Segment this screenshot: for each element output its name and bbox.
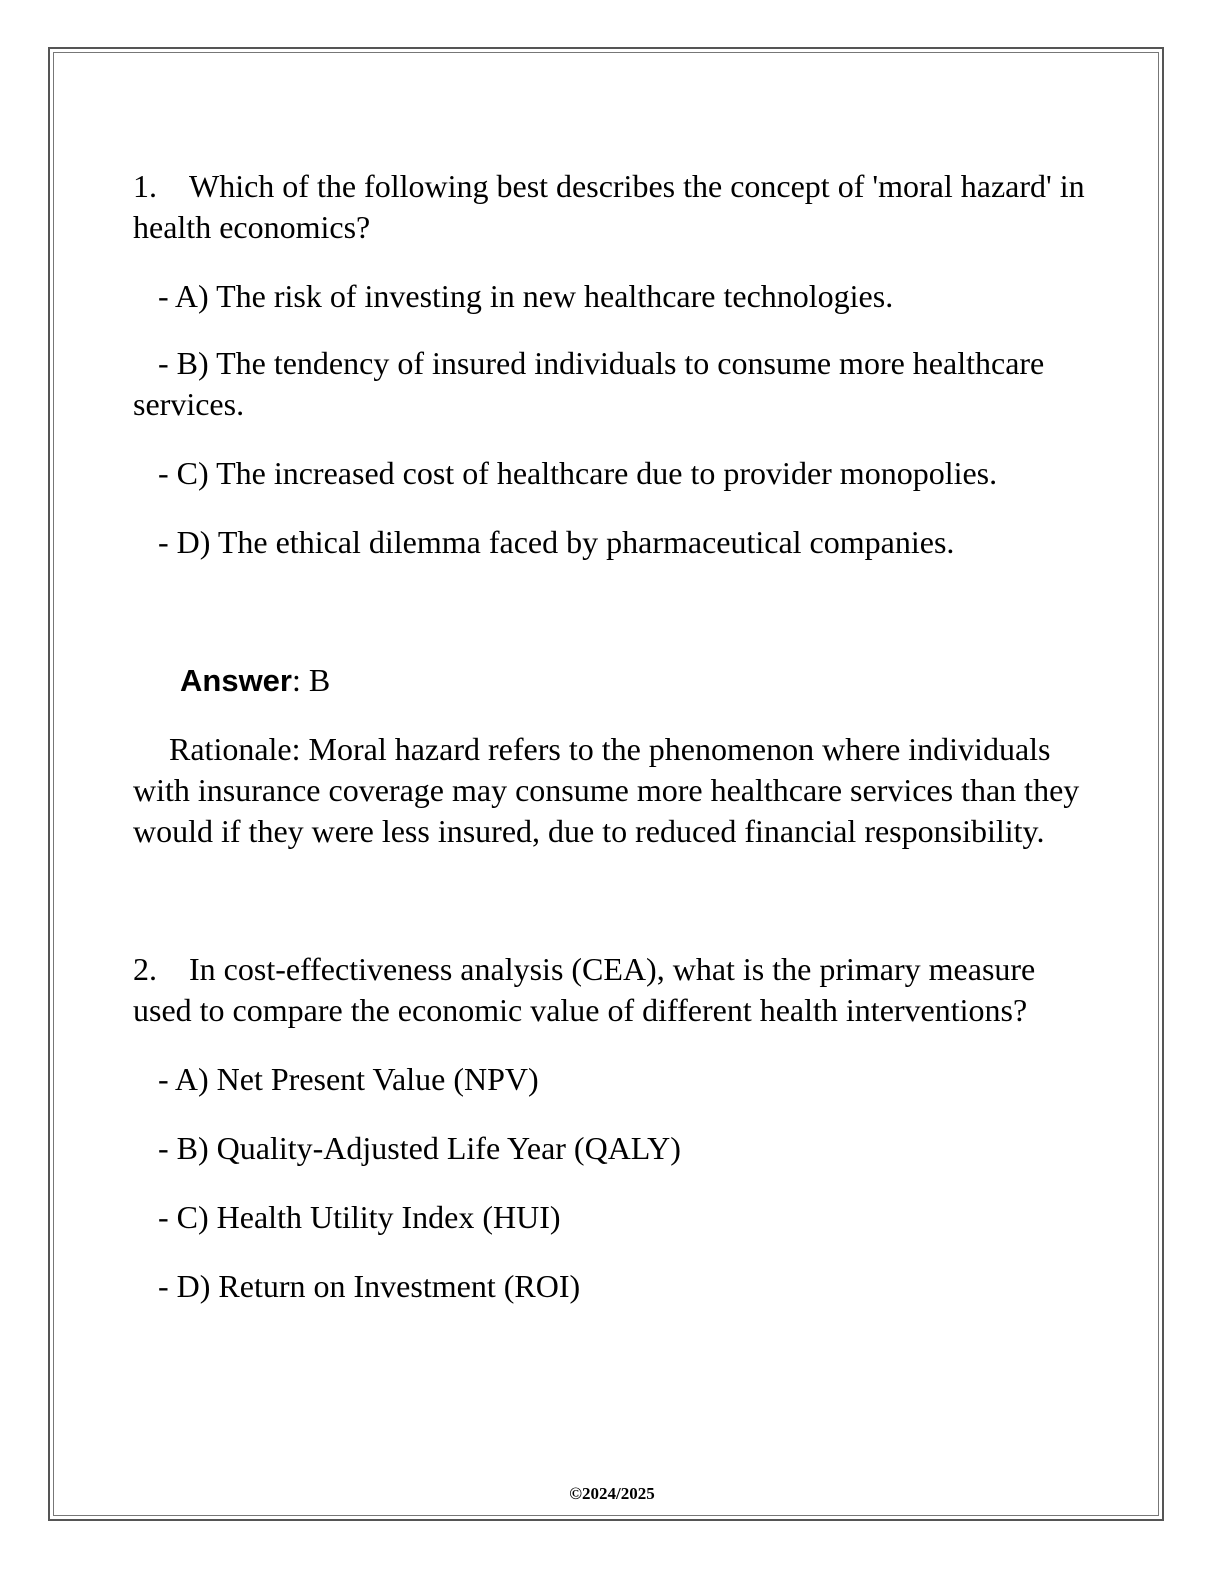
question-2-option-d: - D) Return on Investment (ROI) — [158, 1268, 581, 1304]
page-footer: ©2024/2025 — [569, 1484, 655, 1503]
question-1-option-b: - B) The tendency of insured individuals to consume more healthcare services. — [133, 345, 1045, 422]
question-2-text: In cost-effectiveness analysis (CEA), what is the primary measure used to compare the economic value of different health interventions? — [133, 951, 1036, 1028]
question-1 — [133, 166, 1093, 248]
question-2-number: 2. — [133, 951, 157, 987]
question-1-number: 1. — [133, 168, 157, 204]
question-2-option-c: - C) Health Utility Index (HUI) — [158, 1199, 561, 1235]
question-1-option-a: - A) The risk of investing in new healthcare technologies. — [158, 278, 894, 314]
question-1-rationale: Rationale: Moral hazard refers to the phenomenon where individuals with insurance coverage may consume more healthcare services than they would if they were less insured, due to reduced financial responsibility. — [133, 731, 1080, 849]
question-1-text: Which of the following best describes the concept of 'moral hazard' in health economics? — [133, 168, 1085, 245]
question-2-option-a: - A) Net Present Value (NPV) — [158, 1061, 539, 1097]
question-1-option-c: - C) The increased cost of healthcare due to provider monopolies. — [158, 455, 998, 491]
document-body — [133, 166, 1093, 1307]
question-2-option-b: - B) Quality-Adjusted Life Year (QALY) — [158, 1130, 681, 1166]
question-1-answer — [133, 660, 1093, 701]
question-2 — [133, 949, 1093, 1031]
answer-label: Answer — [180, 663, 292, 698]
question-1-option-d: - D) The ethical dilemma faced by pharmaceutical companies. — [158, 524, 955, 560]
answer-value: : B — [291, 662, 331, 698]
